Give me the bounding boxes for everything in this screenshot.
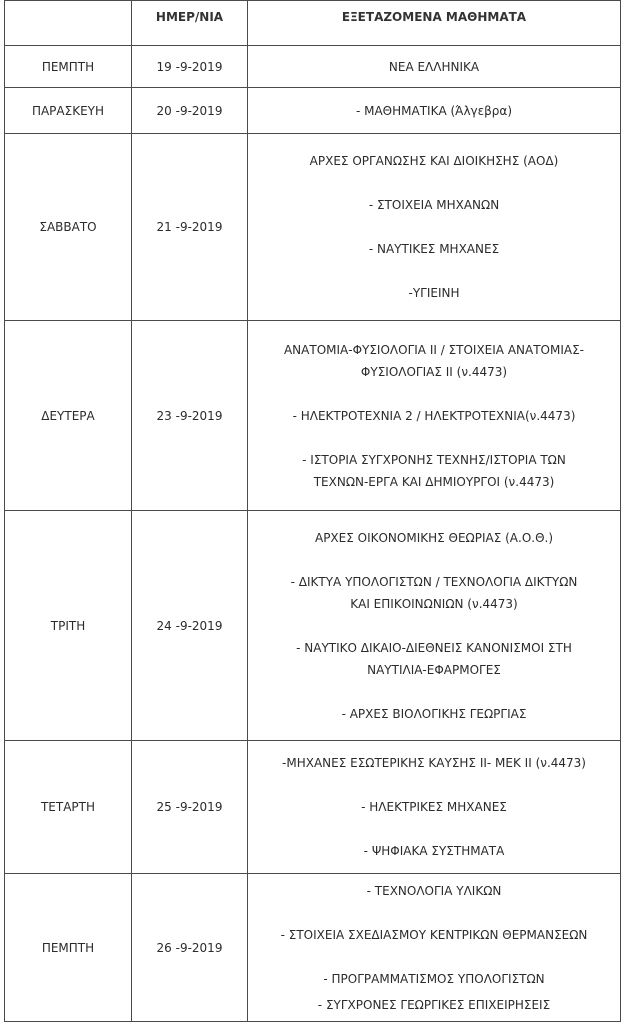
date-cell: 21 -9-2019	[132, 134, 248, 321]
subject-item: ΑΡΧΕΣ ΟΡΓΑΝΩΣΗΣ ΚΑΙ ΔΙΟΙΚΗΣΗΣ (ΑΟΔ)	[309, 154, 559, 168]
subjects-cell	[248, 741, 621, 874]
subject-item: - ΑΡΧΕΣ ΒΙΟΛΟΓΙΚΗΣ ΓΕΩΡΓΙΑΣ	[341, 706, 527, 721]
exam-schedule-table	[4, 0, 621, 1022]
day-cell: ΣΑΒΒΑΤΟ	[5, 134, 132, 321]
day-cell: ΠΑΡΑΣΚΕΥΗ	[5, 88, 132, 134]
subject-item: - ΣΤΟΙΧΕΙΑ ΜΗΧΑΝΩΝ	[368, 198, 500, 212]
day-cell: ΤΕΤΑΡΤΗ	[5, 741, 132, 874]
table-row	[5, 134, 621, 321]
header-date: ΗΜΕΡ/ΝΙΑ	[132, 1, 248, 46]
subject-item: - ΗΛΕΚΤΡΟΤΕΧΝΙΑ 2 / ΗΛΕΚΤΡΟΤΕΧΝΙΑ(ν.4473)	[292, 408, 576, 423]
table-row	[5, 46, 621, 88]
subject-item: - ΣΥΓΧΡΟΝΕΣ ΓΕΩΡΓΙΚΕΣ ΕΠΙΧΕΙΡΗΣΕΙΣ	[317, 997, 551, 1012]
day-cell: ΠΕΜΠΤΗ	[5, 46, 132, 88]
subject-item: ΝΕΑ ΕΛΛΗΝΙΚΑ	[388, 59, 480, 74]
table-row	[5, 321, 621, 511]
date-cell: 25 -9-2019	[132, 741, 248, 874]
subject-item: -ΜΗΧΑΝΕΣ ΕΣΩΤΕΡΙΚΗΣ ΚΑΥΣΗΣ ΙΙ- ΜΕΚ ΙΙ (ν.4473)	[282, 756, 586, 770]
subjects-cell	[248, 321, 621, 511]
subject-item: - ΔΙΚΤΥΑ ΥΠΟΛΟΓΙΣΤΩΝ / ΤΕΧΝΟΛΟΓΙΑ ΔΙΚΤΥΩΝ ΚΑΙ ΕΠΙΚΟΙΝΩΝΙΩΝ (ν.4473)	[290, 574, 578, 611]
day-cell: ΔΕΥΤΕΡΑ	[5, 321, 132, 511]
table-row	[5, 874, 621, 1022]
subjects-cell	[248, 88, 621, 134]
header-subjects: ΕΞΕΤΑΖΟΜΕΝΑ ΜΑΘΗΜΑΤΑ	[248, 1, 621, 46]
header-row	[5, 1, 621, 46]
subjects-cell	[248, 874, 621, 1022]
subjects-cell	[248, 511, 621, 741]
subject-item: ΑΝΑΤΟΜΙΑ-ΦΥΣΙΟΛΟΓΙΑ ΙΙ / ΣΤΟΙΧΕΙΑ ΑΝΑΤΟΜΙΑΣ- ΦΥΣΙΟΛΟΓΙΑΣ ΙΙ (ν.4473)	[283, 342, 585, 379]
day-cell: ΤΡΙΤΗ	[5, 511, 132, 741]
day-cell: ΠΕΜΠΤΗ	[5, 874, 132, 1022]
date-cell: 24 -9-2019	[132, 511, 248, 741]
subject-item: - ΜΑΘΗΜΑΤΙΚΑ (Άλγεβρα)	[355, 103, 513, 118]
subject-item: - ΠΡΟΓΡΑΜΜΑΤΙΣΜΟΣ ΥΠΟΛΟΓΙΣΤΩΝ	[323, 971, 545, 986]
subject-item: - ΝΑΥΤΙΚΟ ΔΙΚΑΙΟ-ΔΙΕΘΝΕΙΣ ΚΑΝΟΝΙΣΜΟΙ ΣΤΗ ΝΑΥΤΙΛΙΑ-ΕΦΑΡΜΟΓΕΣ	[296, 640, 572, 677]
subject-item: -ΥΓΙΕΙΝΗ	[408, 286, 460, 300]
table-row	[5, 511, 621, 741]
subject-item: - ΤΕΧΝΟΛΟΓΙΑ ΥΛΙΚΩΝ	[366, 883, 502, 898]
date-cell: 19 -9-2019	[132, 46, 248, 88]
subjects-cell	[248, 46, 621, 88]
date-cell: 26 -9-2019	[132, 874, 248, 1022]
subject-item: - ΙΣΤΟΡΙΑ ΣΥΓΧΡΟΝΗΣ ΤΕΧΝΗΣ/ΙΣΤΟΡΙΑ ΤΩΝ ΤΕΧΝΩΝ-ΕΡΓΑ ΚΑΙ ΔΗΜΙΟΥΡΓΟΙ (ν.4473)	[302, 452, 566, 489]
subject-item: - ΝΑΥΤΙΚΕΣ ΜΗΧΑΝΕΣ	[368, 242, 500, 256]
subject-item: - ΨΗΦΙΑΚΑ ΣΥΣΤΗΜΑΤΑ	[363, 844, 505, 858]
subjects-cell	[248, 134, 621, 321]
subject-item: - ΗΛΕΚΤΡΙΚΕΣ ΜΗΧΑΝΕΣ	[361, 800, 507, 814]
subject-item: ΑΡΧΕΣ ΟΙΚΟΝΟΜΙΚΗΣ ΘΕΩΡΙΑΣ (Α.Ο.Θ.)	[314, 530, 554, 545]
table-row	[5, 88, 621, 134]
subject-item: - ΣΤΟΙΧΕΙΑ ΣΧΕΔΙΑΣΜΟΥ ΚΕΝΤΡΙΚΩΝ ΘΕΡΜΑΝΣΕΩΝ	[280, 927, 588, 942]
header-day	[5, 1, 132, 46]
date-cell: 20 -9-2019	[132, 88, 248, 134]
date-cell: 23 -9-2019	[132, 321, 248, 511]
table-row	[5, 741, 621, 874]
